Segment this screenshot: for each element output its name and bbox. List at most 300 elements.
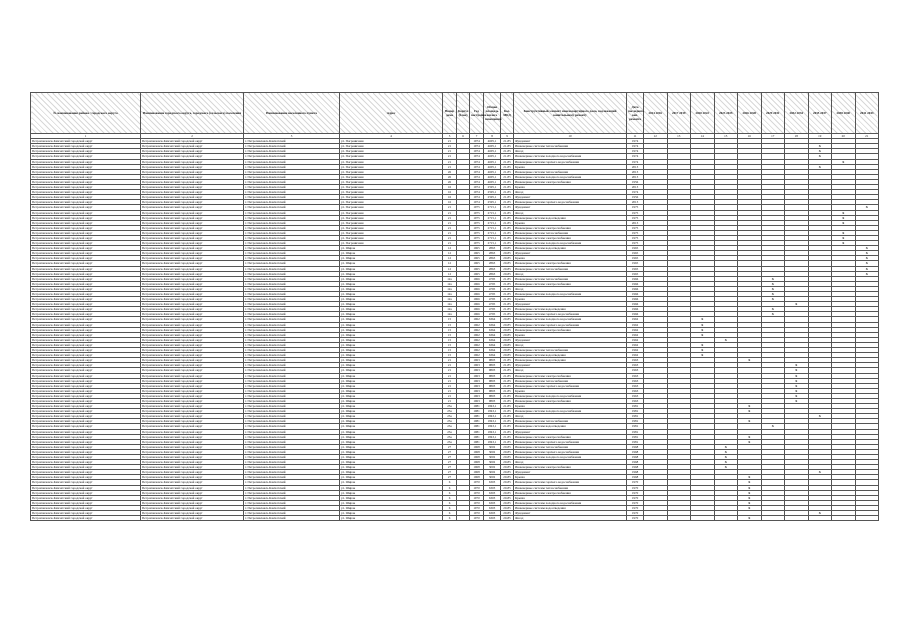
table-cell: 1974 (470, 195, 484, 200)
table-cell: 12а (443, 297, 457, 302)
table-cell: Фасад (514, 286, 627, 291)
table-cell: ул. Ширак (340, 455, 443, 460)
table-cell: 2013 (627, 174, 644, 179)
table-cell: 21 (443, 368, 457, 373)
table-cell: г. Петропавловск-Камчатский (244, 271, 340, 276)
period-mark: X (832, 159, 856, 164)
table-cell: 4605,1 (484, 174, 501, 179)
column-index: 8 (484, 134, 501, 139)
table-cell: Фундамент (514, 470, 627, 475)
period-mark: X (808, 144, 832, 149)
table-cell: 21 (443, 220, 457, 225)
table-cell: г. Петропавловск-Камчатский (244, 348, 340, 353)
period-mark: X (808, 511, 832, 516)
table-cell: Фасад (514, 516, 627, 521)
table-cell: Петропавловск-Камчатский городской округ (31, 429, 141, 434)
period-mark: X (808, 414, 832, 419)
table-cell: Петропавловск-Камчатский городской округ (141, 149, 244, 154)
table-cell: 1962 (627, 342, 644, 347)
table-cell: Петропавловск-Камчатский городской округ (31, 210, 141, 215)
table-cell: Петропавловск-Камчатский городской округ (141, 373, 244, 378)
table-cell: г. Петропавловск-Камчатский (244, 490, 340, 495)
table-cell: Петропавловск-Камчатский городской округ (31, 261, 141, 266)
table-cell: 1981 (470, 439, 484, 444)
table-cell: ул. Ширак (340, 261, 443, 266)
period-mark: X (738, 409, 762, 414)
table-cell: 21-85 (501, 235, 514, 240)
table-cell: Петропавловск-Камчатский городской округ (141, 271, 244, 276)
table-cell: 1963 (627, 363, 644, 368)
table-cell: Петропавловск-Камчатский городской округ (141, 342, 244, 347)
table-cell: 1975 (627, 241, 644, 246)
table-cell: ул. Ширак (340, 342, 443, 347)
table-cell: Петропавловск-Камчатский городской округ (141, 470, 244, 475)
table-cell: Инженерные системы теплоснабжения (514, 485, 627, 490)
period-mark: X (738, 516, 762, 521)
period-mark: X (738, 419, 762, 424)
table-cell: Инженерные системы холодного водоснабжения (514, 455, 627, 460)
table-cell: Петропавловск-Камчатский городской округ (31, 322, 141, 327)
table-cell: 6 (443, 516, 457, 521)
column-index: 7 (470, 134, 484, 139)
table-cell: Петропавловск-Камчатский городской округ (31, 388, 141, 393)
table-cell: 1981 (627, 424, 644, 429)
table-cell: 21 (443, 159, 457, 164)
table-cell: 1966 (470, 281, 484, 286)
table-cell: Петропавловск-Камчатский городской округ (141, 225, 244, 230)
table-cell: г. Петропавловск-Камчатский (244, 398, 340, 403)
table-cell: 1975 (470, 220, 484, 225)
table-cell: 1843,1 (484, 404, 501, 409)
table-cell: Крыша (514, 495, 627, 500)
table-cell: 1963 (470, 358, 484, 363)
table-cell: г. Петропавловск-Камчатский (244, 368, 340, 373)
table-cell: 21-85 (501, 174, 514, 179)
table-cell: 6364 (484, 317, 501, 322)
column-header: Кол. МКД (501, 93, 514, 134)
table-cell: Петропавловск-Камчатский городской округ (141, 444, 244, 449)
column-index: 6 (457, 134, 470, 139)
table-cell: 21 (443, 398, 457, 403)
table-cell: 20-85 (501, 327, 514, 332)
table-cell: 1966 (627, 297, 644, 302)
table-cell: Петропавловск-Камчатский городской округ (31, 424, 141, 429)
table-cell: 1970 (470, 511, 484, 516)
table-cell: 1981 (627, 419, 644, 424)
table-cell: 3002 (484, 470, 501, 475)
column-index: 4 (340, 134, 443, 139)
table-cell: ул. Пограничная (340, 139, 443, 144)
table-cell: 1956 (627, 195, 644, 200)
column-header: 2026 2028 (738, 93, 762, 134)
table-cell: Петропавловск-Камчатский городской округ (31, 348, 141, 353)
table-cell: Петропавловск-Камчатский городской округ (141, 337, 244, 342)
period-mark: X (855, 271, 879, 276)
table-cell: 21 (443, 205, 457, 210)
table-cell: Инженерные системы холодного водоснабжения (514, 241, 627, 246)
table-cell: ул. Пограничная (340, 179, 443, 184)
table-cell: 1962 (470, 317, 484, 322)
table-cell: ул. Ширак (340, 439, 443, 444)
table-cell: ул. Ширак (340, 256, 443, 261)
table-cell: 4795 (484, 292, 501, 297)
table-cell: ул. Пограничная (340, 205, 443, 210)
table-cell: 1974 (627, 190, 644, 195)
table-cell: 15 (443, 342, 457, 347)
table-cell: ул. Ширак (340, 276, 443, 281)
table-cell: 1963 (627, 398, 644, 403)
table-cell: г. Петропавловск-Камчатский (244, 225, 340, 230)
table-cell: г. Петропавловск-Камчатский (244, 246, 340, 251)
table-cell: г. Петропавловск-Камчатский (244, 404, 340, 409)
table-cell: 21-85 (501, 154, 514, 159)
table-cell: ул. Пограничная (340, 159, 443, 164)
table-cell: 1966 (627, 286, 644, 291)
table-cell: 21 (443, 210, 457, 215)
table-cell: 1975 (470, 210, 484, 215)
table-cell: Инженерные системы теплоснабжения (514, 444, 627, 449)
table-cell: 6303 (484, 480, 501, 485)
table-cell: 4605,1 (484, 144, 501, 149)
period-mark: X (761, 312, 785, 317)
period-mark: X (761, 297, 785, 302)
table-cell: Петропавловск-Камчатский городской округ (31, 500, 141, 505)
table-cell: г. Петропавловск-Камчатский (244, 235, 340, 240)
period-mark: X (738, 495, 762, 500)
table-cell: Петропавловск-Камчатский городской округ (31, 511, 141, 516)
table-cell (667, 516, 691, 521)
table-cell: 20-85 (501, 261, 514, 266)
table-cell: 4795 (484, 286, 501, 291)
table-cell: ул. Пограничная (340, 185, 443, 190)
table-cell: 1843,1 (484, 409, 501, 414)
table-cell: Инженерные системы теплоснабжения (514, 276, 627, 281)
table-cell: Петропавловск-Камчатский городской округ (141, 348, 244, 353)
table-cell: 1966 (470, 307, 484, 312)
period-mark: X (785, 363, 809, 368)
table-cell: 1974 (470, 139, 484, 144)
table-cell: 1965 (470, 271, 484, 276)
table-cell: 27 (443, 460, 457, 465)
table-cell: ул. Ширак (340, 429, 443, 434)
table-cell: ул. Ширак (340, 404, 443, 409)
table-cell: 6303 (484, 505, 501, 510)
table-cell: 21-85 (501, 373, 514, 378)
table-cell: Петропавловск-Камчатский городской округ (31, 225, 141, 230)
table-cell: 21-85 (501, 388, 514, 393)
table-cell: 6364 (484, 332, 501, 337)
table-cell: г. Петропавловск-Камчатский (244, 281, 340, 286)
table-cell: Петропавловск-Камчатский городской округ (141, 164, 244, 169)
table-cell: Инженерные системы холодного водоснабжения (514, 393, 627, 398)
table-cell: Петропавловск-Камчатский городской округ (31, 470, 141, 475)
table-cell (808, 516, 832, 521)
table-cell: 1975 (627, 205, 644, 210)
table-cell: 21-85 (501, 297, 514, 302)
table-cell: 26 (443, 174, 457, 179)
table-cell: г. Петропавловск-Камчатский (244, 292, 340, 297)
table-cell: Инженерные системы теплоснабжения (514, 378, 627, 383)
column-index: 20 (832, 134, 856, 139)
table-cell: ул. Ширак (340, 516, 443, 521)
table-cell: ул. Пограничная (340, 164, 443, 169)
table-cell: 21-85 (501, 205, 514, 210)
table-cell: 1962 (627, 337, 644, 342)
table-cell: 4795 (484, 281, 501, 286)
table-cell: 21-85 (501, 276, 514, 281)
column-index: 16 (738, 134, 762, 139)
table-cell (691, 516, 715, 521)
table-cell: Петропавловск-Камчатский городской округ (31, 169, 141, 174)
table-cell: 1981 (627, 439, 644, 444)
period-mark: X (714, 337, 738, 342)
period-mark: X (855, 251, 879, 256)
table-cell: ул. Ширак (340, 414, 443, 419)
table-cell: ул. Ширак (340, 373, 443, 378)
table-cell: 1968 (470, 470, 484, 475)
table-cell (644, 516, 668, 521)
table-cell: 21 (443, 388, 457, 393)
table-row (31, 516, 879, 521)
table-cell: 1966 (470, 312, 484, 317)
table-cell: 1965 (470, 246, 484, 251)
table-cell: 12а (443, 281, 457, 286)
table-cell: Фундамент (514, 337, 627, 342)
table-cell: г. Петропавловск-Камчатский (244, 149, 340, 154)
table-cell: г. Петропавловск-Камчатский (244, 353, 340, 358)
table-cell: ул. Пограничная (340, 154, 443, 159)
table-cell: г. Петропавловск-Камчатский (244, 439, 340, 444)
table-cell: г. Петропавловск-Камчатский (244, 419, 340, 424)
table-cell: 1974 (470, 149, 484, 154)
table-cell: Петропавловск-Камчатский городской округ (141, 460, 244, 465)
table-cell: 21-85 (501, 164, 514, 169)
period-mark: X (785, 393, 809, 398)
table-cell: 21 (443, 225, 457, 230)
table-cell: Петропавловск-Камчатский городской округ (31, 302, 141, 307)
table-cell: 2595,1 (484, 185, 501, 190)
table-cell: 1970 (470, 500, 484, 505)
table-cell: ул. Ширак (340, 409, 443, 414)
table-cell: ул. Ширак (340, 383, 443, 388)
table-cell: 1968 (627, 444, 644, 449)
table-cell: 9803 (484, 378, 501, 383)
table-cell: 20-85 (501, 337, 514, 342)
period-mark: X (691, 353, 715, 358)
table-cell: Петропавловск-Камчатский городской округ (141, 480, 244, 485)
table-cell: Петропавловск-Камчатский городской округ (31, 409, 141, 414)
table-cell: 6303 (484, 516, 501, 521)
period-mark: X (785, 388, 809, 393)
table-cell: Петропавловск-Камчатский городской округ (31, 363, 141, 368)
table-cell: 21-85 (501, 312, 514, 317)
table-cell: Инженерные системы водоотведения (514, 424, 627, 429)
capital-repair-table (30, 92, 879, 521)
column-header: № наименование района / городского округа (31, 93, 141, 134)
table-cell: 20-85 (501, 505, 514, 510)
table-cell: 1965 (470, 266, 484, 271)
table-cell: Петропавловск-Камчатский городской округ (141, 307, 244, 312)
table-cell: г. Петропавловск-Камчатский (244, 190, 340, 195)
table-cell: Петропавловск-Камчатский городской округ (141, 322, 244, 327)
table-cell: Петропавловск-Камчатский городской округ (141, 185, 244, 190)
table-cell: 1970 (627, 495, 644, 500)
table-cell: 1962 (627, 327, 644, 332)
table-cell: 20-85 (501, 475, 514, 480)
table-cell: Петропавловск-Камчатский городской округ (31, 154, 141, 159)
column-header: Наименование населенного пункта (244, 93, 340, 134)
table-cell: 20-85 (501, 266, 514, 271)
table-cell: 21-85 (501, 302, 514, 307)
table-cell: 1981 (627, 409, 644, 414)
table-cell: 1975 (627, 215, 644, 220)
period-mark: X (738, 439, 762, 444)
table-cell: Петропавловск-Камчатский городской округ (31, 241, 141, 246)
table-cell: г. Петропавловск-Камчатский (244, 195, 340, 200)
table-cell: 20-85 (501, 353, 514, 358)
table-cell: Петропавловск-Камчатский городской округ (31, 190, 141, 195)
table-cell: Петропавловск-Камчатский городской округ (31, 383, 141, 388)
column-index: 13 (667, 134, 691, 139)
table-cell: 1974 (470, 164, 484, 169)
table-cell: г. Петропавловск-Камчатский (244, 409, 340, 414)
table-cell: Фасад (514, 460, 627, 465)
table-cell: Крыша (514, 256, 627, 261)
table-cell: 1975 (627, 210, 644, 215)
period-mark: X (785, 373, 809, 378)
table-cell: 23а (443, 409, 457, 414)
table-cell: ул. Пограничная (340, 225, 443, 230)
table-cell: Петропавловск-Камчатский городской округ (141, 500, 244, 505)
table-cell: 1974 (470, 174, 484, 179)
table-cell: ул. Пограничная (340, 210, 443, 215)
period-mark: X (785, 383, 809, 388)
table-cell: 1974 (470, 179, 484, 184)
table-cell: Крыша (514, 164, 627, 169)
table-cell: г. Петропавловск-Камчатский (244, 159, 340, 164)
table-cell: 1966 (627, 302, 644, 307)
table-cell: Петропавловск-Камчатский городской округ (141, 414, 244, 419)
table-cell: 27 (443, 465, 457, 470)
table-cell: 20-85 (501, 348, 514, 353)
period-mark: X (761, 276, 785, 281)
table-cell: г. Петропавловск-Камчатский (244, 465, 340, 470)
table-cell: г. Петропавловск-Камчатский (244, 174, 340, 179)
column-index: 3 (244, 134, 340, 139)
table-cell: 1962 (470, 332, 484, 337)
table-cell: 21-85 (501, 286, 514, 291)
table-cell: г. Петропавловск-Камчатский (244, 505, 340, 510)
table-cell: г. Петропавловск-Камчатский (244, 429, 340, 434)
table-cell (855, 516, 879, 521)
column-header: 2023 2025 (714, 93, 738, 134)
table-cell: 1963 (627, 373, 644, 378)
table-cell: Петропавловск-Камчатский городской округ (141, 190, 244, 195)
table-cell: Петропавловск-Камчатский городской округ (31, 271, 141, 276)
period-mark: X (855, 205, 879, 210)
table-cell: ул. Ширак (340, 307, 443, 312)
table-cell: Петропавловск-Камчатский городской округ (141, 383, 244, 388)
period-mark: X (738, 404, 762, 409)
table-cell: 1975 (627, 235, 644, 240)
table-cell: Инженерные системы горячего водоснабжения (514, 383, 627, 388)
period-mark: X (855, 246, 879, 251)
column-index: 5 (443, 134, 457, 139)
table-cell: 1966 (627, 307, 644, 312)
table-cell: 21-85 (501, 429, 514, 434)
table-cell: 23а (443, 414, 457, 419)
table-cell: Крыша (514, 220, 627, 225)
table-cell: г. Петропавловск-Камчатский (244, 179, 340, 184)
table-cell: Инженерные системы водоотведения (514, 215, 627, 220)
table-cell: 1970 (627, 490, 644, 495)
table-cell: 1962 (627, 353, 644, 358)
period-mark: X (714, 449, 738, 454)
table-cell: 1981 (627, 404, 644, 409)
table-cell: 1963 (627, 368, 644, 373)
table-cell: 4795 (484, 307, 501, 312)
table-cell: 1968 (470, 465, 484, 470)
table-cell: Фундамент (514, 363, 627, 368)
table-cell: 6 (443, 511, 457, 516)
table-cell: ул. Ширак (340, 500, 443, 505)
table-cell: ул. Пограничная (340, 195, 443, 200)
table-cell: 21-85 (501, 292, 514, 297)
table-cell: 27 (443, 475, 457, 480)
table-cell: Петропавловск-Камчатский городской округ (141, 495, 244, 500)
table-cell: Петропавловск-Камчатский городской округ (31, 404, 141, 409)
table-cell: Крыша (514, 388, 627, 393)
table-cell: 1968 (627, 470, 644, 475)
table-cell: Инженерные системы электроснабжения (514, 434, 627, 439)
table-cell: Петропавловск-Камчатский городской округ (31, 485, 141, 490)
table-cell: 1968 (627, 455, 644, 460)
table-cell: г. Петропавловск-Камчатский (244, 307, 340, 312)
table-cell: 3002 (484, 455, 501, 460)
table-cell: ул. Ширак (340, 495, 443, 500)
column-header: Корпус (блок) (457, 93, 470, 134)
table-cell: Петропавловск-Камчатский городской округ (141, 393, 244, 398)
table-cell: г. Петропавловск-Камчатский (244, 230, 340, 235)
table-cell: 1843,1 (484, 424, 501, 429)
table-cell: г. Петропавловск-Камчатский (244, 449, 340, 454)
table-cell: 1962 (470, 342, 484, 347)
table-cell: Петропавловск-Камчатский городской округ (141, 424, 244, 429)
table-cell: 1968 (470, 460, 484, 465)
table-cell: 21-85 (501, 414, 514, 419)
table-cell: 1974 (627, 149, 644, 154)
table-cell: 1965 (627, 251, 644, 256)
table-cell: 12 (443, 256, 457, 261)
table-cell: 1975 (627, 230, 644, 235)
table-cell: г. Петропавловск-Камчатский (244, 480, 340, 485)
table-cell: г. Петропавловск-Камчатский (244, 332, 340, 337)
table-cell: г. Петропавловск-Камчатский (244, 276, 340, 281)
table-cell: Инженерные системы холодного водоснабжения (514, 154, 627, 159)
column-index: 18 (785, 134, 809, 139)
table-cell: 23а (443, 419, 457, 424)
table-cell: г. Петропавловск-Камчатский (244, 414, 340, 419)
table-cell: 20-85 (501, 251, 514, 256)
table-cell: 20-85 (501, 460, 514, 465)
table-cell: 1966 (627, 292, 644, 297)
period-mark: X (832, 235, 856, 240)
table-cell: 21-85 (501, 149, 514, 154)
table-cell: 15 (443, 348, 457, 353)
table-cell: 2595,1 (484, 195, 501, 200)
table-cell: 3002 (484, 465, 501, 470)
table-cell: Петропавловск-Камчатский городской округ (141, 276, 244, 281)
